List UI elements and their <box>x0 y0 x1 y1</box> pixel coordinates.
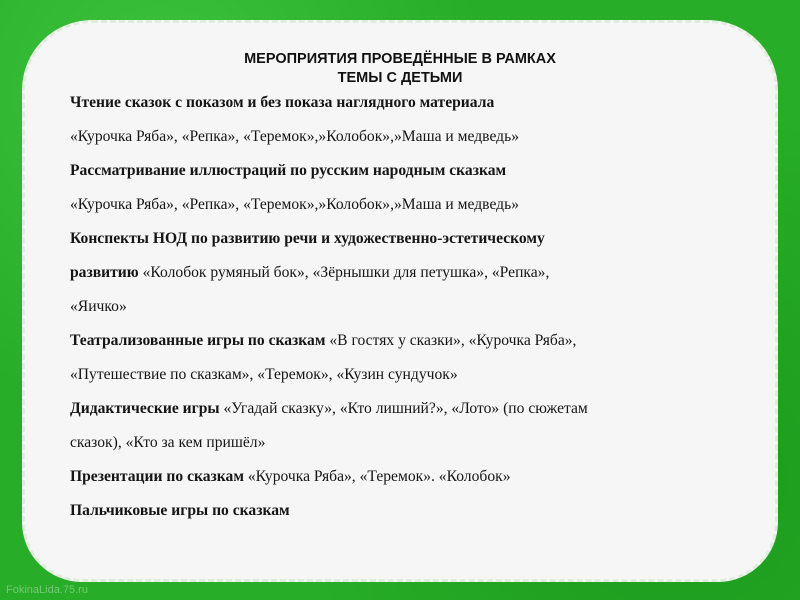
title-line-2: ТЕМЫ С ДЕТЬМИ <box>337 70 463 86</box>
item-text: «Курочка Ряба», «Репка», «Теремок»,»Колобок»,»Маша и медведь» <box>70 196 519 213</box>
item-heading: Чтение сказок с показом и без показа наглядного материала <box>70 94 495 111</box>
list-item <box>70 500 740 534</box>
item-text: «Яичко» <box>70 298 127 315</box>
list-item <box>70 330 740 364</box>
list-item <box>70 398 740 432</box>
item-text: «Курочка Ряба», «Теремок». «Колобок» <box>243 468 511 485</box>
list-item <box>70 228 740 262</box>
list-item <box>70 160 740 194</box>
item-text: «Путешествие по сказкам», «Теремок», «Кузин сундучок» <box>70 366 458 383</box>
list-item <box>70 262 740 296</box>
list-item <box>70 194 740 228</box>
title-line-1: МЕРОПРИЯТИЯ ПРОВЕДЁННЫЕ В РАМКАХ <box>244 51 556 67</box>
watermark: FokinaLida.75.ru <box>6 584 88 596</box>
list-item <box>70 92 740 126</box>
item-heading: Дидактические игры <box>70 400 220 417</box>
item-text: «Колобок румяный бок», «Зёрнышки для петушка», «Репка», <box>138 264 550 281</box>
list-item <box>70 296 740 330</box>
activities-list <box>70 92 740 534</box>
item-text: «В гостях у сказки», «Курочка Ряба», <box>325 332 577 349</box>
item-heading: Рассматривание иллюстраций по русским народным сказкам <box>70 162 507 179</box>
list-item <box>70 466 740 500</box>
list-item <box>70 126 740 160</box>
list-item <box>70 364 740 398</box>
item-heading: развитию <box>70 264 139 281</box>
item-text: «Угадай сказку», «Кто лишний?», «Лото» (по сюжетам <box>219 400 588 417</box>
list-item <box>70 432 740 466</box>
item-heading: Презентации по сказкам <box>70 468 244 485</box>
item-text: «Курочка Ряба», «Репка», «Теремок»,»Колобок»,»Маша и медведь» <box>70 128 519 145</box>
item-heading: Театрализованные игры по сказкам <box>70 332 326 349</box>
item-heading: Пальчиковые игры по сказкам <box>70 502 290 519</box>
page-title <box>0 50 800 88</box>
item-text: сказок), «Кто за кем пришёл» <box>70 434 266 451</box>
item-heading: Конспекты НОД по развитию речи и художественно-эстетическому <box>70 230 545 247</box>
